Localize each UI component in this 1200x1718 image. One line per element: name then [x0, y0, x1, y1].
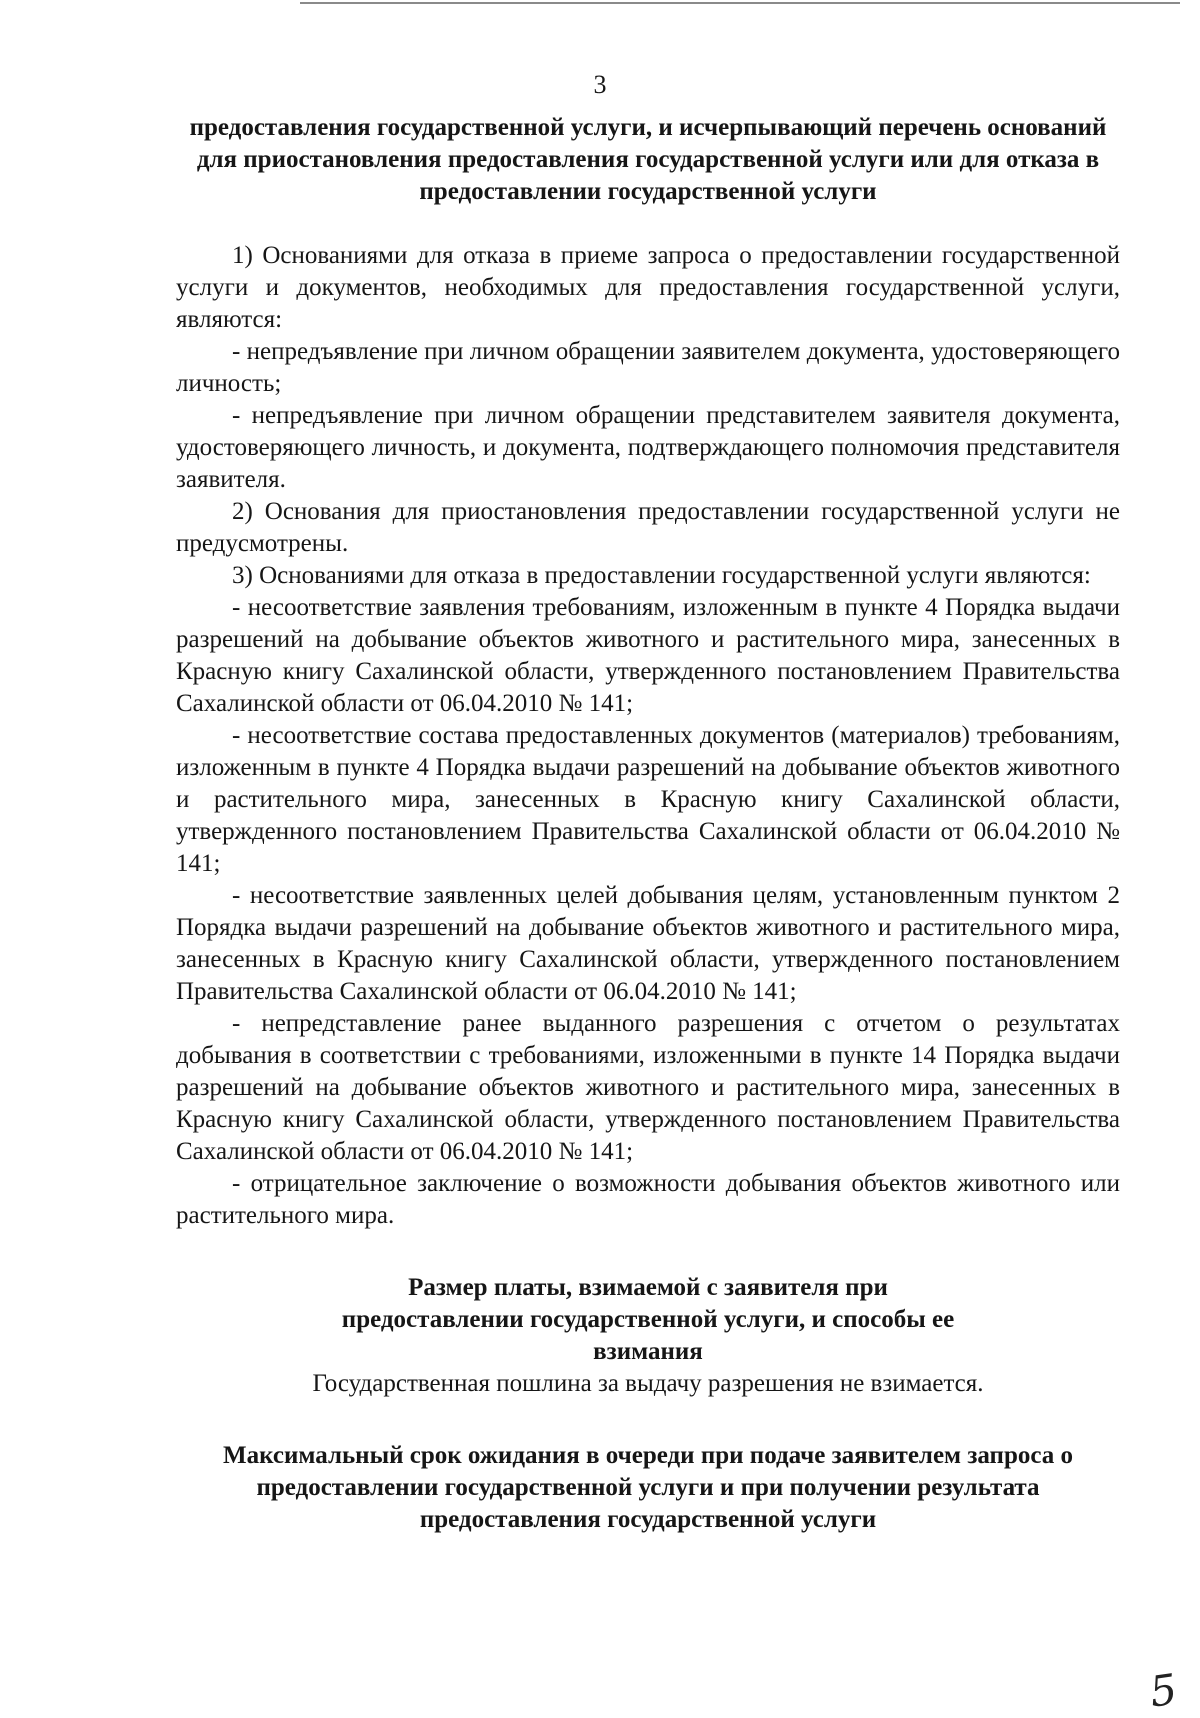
paragraph-mismatch-application: - несоответствие заявления требованиям, изложенным в пункте 4 Порядка выдачи разрешений на добывание объектов животного и растительного мира, занесенных в Красную книгу Сахалинской области, утвержденного постановлением Правительства Сахалинской области от 06.04.2010 № 141; [176, 594, 1120, 717]
top-rule [300, 2, 1180, 4]
paragraph-mismatch-documents: - несоответствие состава предоставленных документов (материалов) требованиям, изложенным в пункте 4 Порядка выдачи разрешений на добывание объектов животного и растительного мира, занесенных в Красную книгу Сахалинской области, утвержденного постановлением Правительства Сахалинской области от 06.04.2010 № 141; [176, 722, 1120, 877]
paragraph-no-id-representative: - непредъявление при личном обращении представителем заявителя документа, удостоверяющего личность, и документа, подтверждающего полномочия представителя заявителя. [176, 402, 1120, 493]
paragraph-suspension: 2) Основания для приостановления предоставлении государственной услуги не предусмотрены. [176, 498, 1120, 557]
spacer [176, 1232, 1120, 1272]
spacer [176, 1400, 1120, 1440]
spacer [176, 208, 1120, 240]
paragraph-grounds-reception: 1) Основаниями для отказа в приеме запроса о предоставлении государственной услуги и документов, необходимых для предоставления государственной услуги, являются: [176, 242, 1120, 333]
paragraph-no-id-applicant: - непредъявление при личном обращении заявителем документа, удостоверяющего личность; [176, 338, 1120, 397]
section-heading-grounds: предоставления государственной услуги, и исчерпывающий перечень оснований для приостановления предоставления государственной услуги или для отказа в предоставлении государственной услуги [189, 114, 1107, 205]
paragraph-mismatch-goals: - несоответствие заявленных целей добывания целям, установленным пунктом 2 Порядка выдачи разрешений на добывание объектов животного и растительного мира, занесенных в Красную книгу Сахалинской области, утвержденного постановлением Правительства Сахалинской области от 06.04.2010 № 141; [176, 882, 1120, 1005]
handwritten-sheet-number: 5 [1146, 1664, 1180, 1717]
section-heading-fee: Размер платы, взимаемой с заявителя при предоставлении государственной услуги, и способы ее взимания [341, 1274, 955, 1365]
section-heading-waiting-time: Максимальный срок ожидания в очереди при подаче заявителем запроса о предоставлении государственной услуги и при получении результата предоставления государственной услуги [222, 1442, 1073, 1533]
paragraph-fee: Государственная пошлина за выдачу разрешения не взимается. [312, 1370, 984, 1397]
paragraph-no-report: - непредставление ранее выданного разрешения с отчетом о результатах добывания в соответствии с требованиями, изложенными в пункте 14 Порядка выдачи разрешений на добывание объектов животного и растительного мира, занесенных в Красную книгу Сахалинской области, утвержденного постановлением Правительства Сахалинской области от 06.04.2010 № 141; [176, 1010, 1120, 1165]
paragraph-grounds-refusal: 3) Основаниями для отказа в предоставлении государственной услуги являются: [232, 562, 1091, 589]
document-body [176, 112, 1120, 1536]
paragraph-negative-conclusion: - отрицательное заключение о возможности добывания объектов животного или растительного мира. [176, 1170, 1120, 1229]
page-number: 3 [593, 70, 607, 99]
